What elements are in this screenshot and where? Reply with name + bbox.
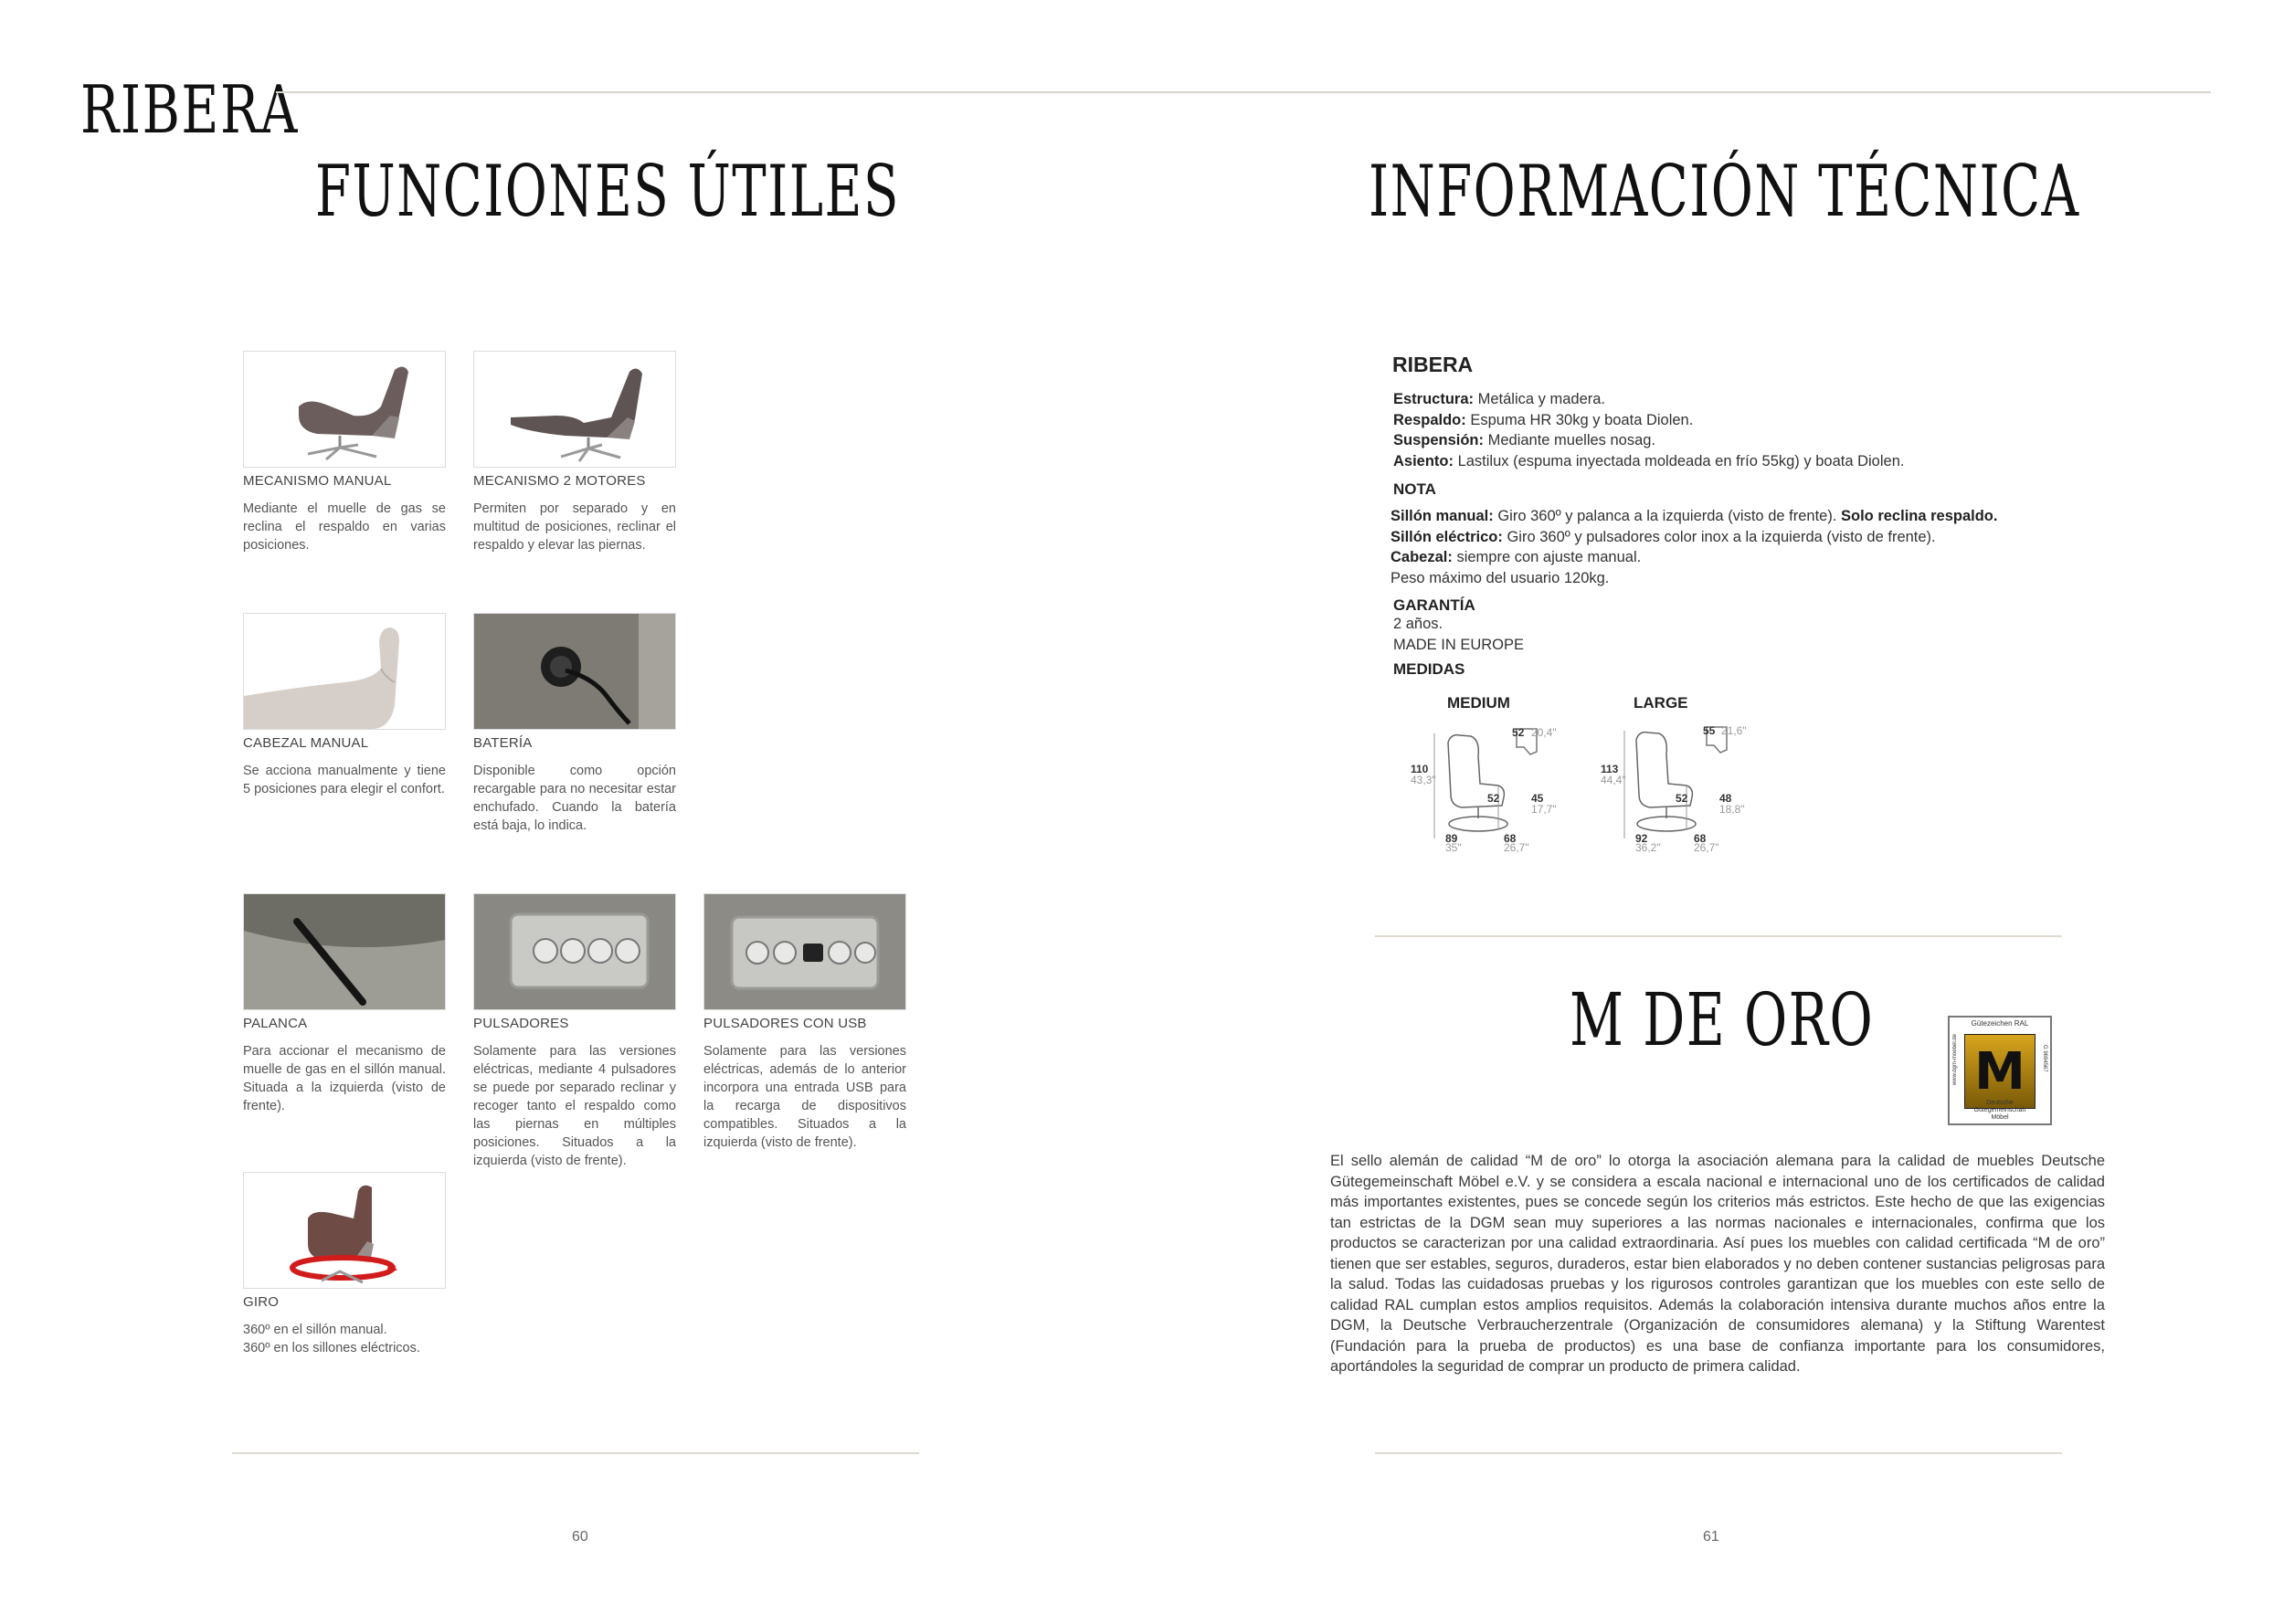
nota-block	[1390, 506, 1997, 588]
left-page-title: FUNCIONES ÚTILES	[315, 151, 900, 233]
feature-mecanismo-manual	[243, 351, 446, 554]
spec-row: Asiento: Lastilux (espuma inyectada moldeada en frío 55kg) y boata Diolen.	[1393, 452, 1905, 469]
page-number-left: 60	[572, 1529, 588, 1545]
svg-text:26,7": 26,7"	[1694, 841, 1719, 854]
specs-block	[1393, 389, 1904, 471]
svg-text:52: 52	[1512, 726, 1525, 739]
ral-seal-icon: Gütezeichen RAL M Deutsche Gütegemeinschaft Möbel www.dgm-moebel.de G 9694567	[1948, 1016, 2052, 1125]
recliner-manual-icon	[243, 351, 446, 468]
feature-description: Mediante el muelle de gas se reclina el respaldo en varias posiciones.	[243, 501, 446, 553]
header-rule	[276, 91, 2211, 93]
nota-row: Cabezal: siempre con ajuste manual.	[1390, 549, 1642, 565]
feature-description: Disponible como opción recargable para no necesitar estar enchufado. Cuando la batería está baja, lo indica.	[473, 764, 676, 833]
recliner-motor-icon	[473, 351, 676, 468]
nota-row: Sillón eléctrico: Giro 360º y pulsadores color inox a la izquierda (visto de frente).	[1390, 528, 1936, 545]
feature-description: Permiten por separado y en multitud de posiciones, reclinar el respaldo y elevar las piernas.	[473, 501, 676, 553]
section-rule	[1375, 935, 2062, 937]
svg-text:45: 45	[1531, 792, 1544, 805]
size-name: LARGE	[1634, 694, 1688, 712]
nota-heading: NOTA	[1393, 480, 1436, 498]
spec-row: Estructura: Metálica y madera.	[1393, 391, 1606, 407]
nota-row: Sillón manual: Giro 360º y palanca a la izquierda (visto de frente). Solo reclina respaldo.	[1390, 508, 1998, 524]
medidas-heading: MEDIDAS	[1393, 660, 1465, 678]
svg-text:26,7": 26,7"	[1504, 841, 1529, 854]
svg-text:17,7": 17,7"	[1531, 803, 1557, 816]
chair-dimension-drawing	[1407, 711, 1590, 857]
svg-text:35": 35"	[1445, 841, 1462, 854]
lever-icon	[243, 893, 446, 1010]
svg-text:36,2": 36,2"	[1635, 841, 1661, 854]
max-weight: Peso máximo del usuario 120kg.	[1390, 569, 1610, 586]
battery-plug-icon	[473, 613, 676, 730]
svg-text:44,4": 44,4"	[1601, 774, 1626, 786]
feature-pulsadores	[473, 893, 676, 1170]
svg-text:68: 68	[1504, 832, 1517, 845]
right-page-title: INFORMACIÓN TÉCNICA	[1369, 151, 2080, 233]
right-footer-rule	[1375, 1452, 2062, 1454]
feature-label: PULSADORES CON USB	[703, 1016, 867, 1031]
feature-bateria	[473, 613, 676, 835]
buttons-usb-panel-icon	[703, 893, 906, 1010]
svg-text:21,6": 21,6"	[1721, 724, 1747, 737]
feature-label: CABEZAL MANUAL	[243, 735, 369, 751]
spec-row: Suspensión: Mediante muelles nosag.	[1393, 432, 1656, 448]
svg-text:110: 110	[1411, 763, 1429, 775]
feature-description: 360º en el sillón manual. 360º en los sillones eléctricos.	[243, 1323, 420, 1355]
feature-description: Para accionar el mecanismo de muelle de gas en el sillón manual. Situada a la izquierda (visto de frente).	[243, 1044, 446, 1113]
spec-row: Respaldo: Espuma HR 30kg y boata Diolen.	[1393, 411, 1694, 428]
svg-text:43,3": 43,3"	[1411, 774, 1436, 786]
feature-description: Se acciona manualmente y tiene 5 posiciones para elegir el confort.	[243, 764, 446, 796]
svg-text:52: 52	[1676, 792, 1688, 805]
size-medium	[1407, 692, 1590, 857]
svg-text:68: 68	[1694, 832, 1707, 845]
feature-giro	[243, 1172, 446, 1357]
size-large	[1597, 692, 1780, 857]
model-name: RIBERA	[1392, 353, 1474, 376]
headrest-icon	[243, 613, 446, 730]
feature-description: Solamente para las versiones eléctricas, mediante 4 pulsadores se puede por separado reclinar y recoger tanto el respaldo como las piernas en múltiples posiciones. Situados a la izquierda (visto de frente).	[473, 1044, 676, 1168]
chair-dimension-drawing	[1597, 711, 1780, 857]
svg-text:113: 113	[1601, 763, 1619, 775]
buttons-panel-icon	[473, 893, 676, 1010]
feature-label: PULSADORES	[473, 1016, 569, 1031]
garantia-block: 2 años. MADE IN EUROPE	[1393, 616, 1525, 653]
size-name: MEDIUM	[1447, 694, 1510, 712]
svg-text:18,8": 18,8"	[1719, 803, 1745, 816]
swivel-icon	[243, 1172, 446, 1289]
oro-paragraph: El sello alemán de calidad “M de oro” lo otorga la asociación alemana para la calidad de muebles Deutsche Gütegemeinschaft Möbel e.V. y se considera a escala nacional e internacional uno de los certificados de calidad más importantes existentes, pues se concede según los criterios más estrictos. Este hecho de que las exigencias tan estrictas de la DGM sean muy superiores a las normas nacionales e internacionales, confirma que los productos se caracterizan por una calidad extraordinaria. Así pues los muebles con calidad certificada “M de oro” tienen que ser estables, seguros, duraderos, estar bien elaborados y no deben contener sustancias peligrosas para la salud. Todas las cuidadosas pruebas y los rigurosos controles garantizan que los muebles con este sello de calidad RAL cumplan estos amplios requisitos. Además la colaboración intensiva durante muchos años entre la DGM, la Deutsche Verbraucherzentrale (Organización de consumidores alemana) y la Stiftung Warentest (Fundación para la prueba de productos) es una base de confianza importante para los consumidores, aportándoles la seguridad de comprar un producto de primera calidad.	[1330, 1153, 2105, 1375]
feature-label: PALANCA	[243, 1016, 308, 1031]
page-number-right: 61	[1703, 1529, 1719, 1545]
svg-text:48: 48	[1719, 792, 1732, 805]
left-footer-rule	[232, 1452, 919, 1454]
feature-label: MECANISMO MANUAL	[243, 473, 392, 489]
oro-title: M DE ORO	[1570, 977, 1875, 1062]
garantia-heading: GARANTÍA	[1393, 596, 1475, 614]
svg-text:20,4": 20,4"	[1531, 726, 1557, 739]
feature-description: Solamente para las versiones eléctricas, además de lo anterior incorpora una entrada USB para la recarga de dispositivos compatibles. Situados a la izquierda (visto de frente).	[703, 1044, 906, 1150]
feature-label: BATERÍA	[473, 735, 533, 751]
svg-text:55: 55	[1703, 724, 1716, 737]
brand-logo: RIBERA	[80, 71, 299, 148]
feature-mecanismo-2-motores	[473, 351, 676, 554]
feature-cabezal-manual	[243, 613, 446, 798]
svg-text:92: 92	[1635, 832, 1648, 845]
feature-palanca	[243, 893, 446, 1115]
svg-text:89: 89	[1445, 832, 1458, 845]
feature-pulsadores-usb	[703, 893, 906, 1152]
feature-label: GIRO	[243, 1294, 280, 1310]
svg-text:52: 52	[1487, 792, 1500, 805]
feature-label: MECANISMO 2 MOTORES	[473, 473, 646, 489]
